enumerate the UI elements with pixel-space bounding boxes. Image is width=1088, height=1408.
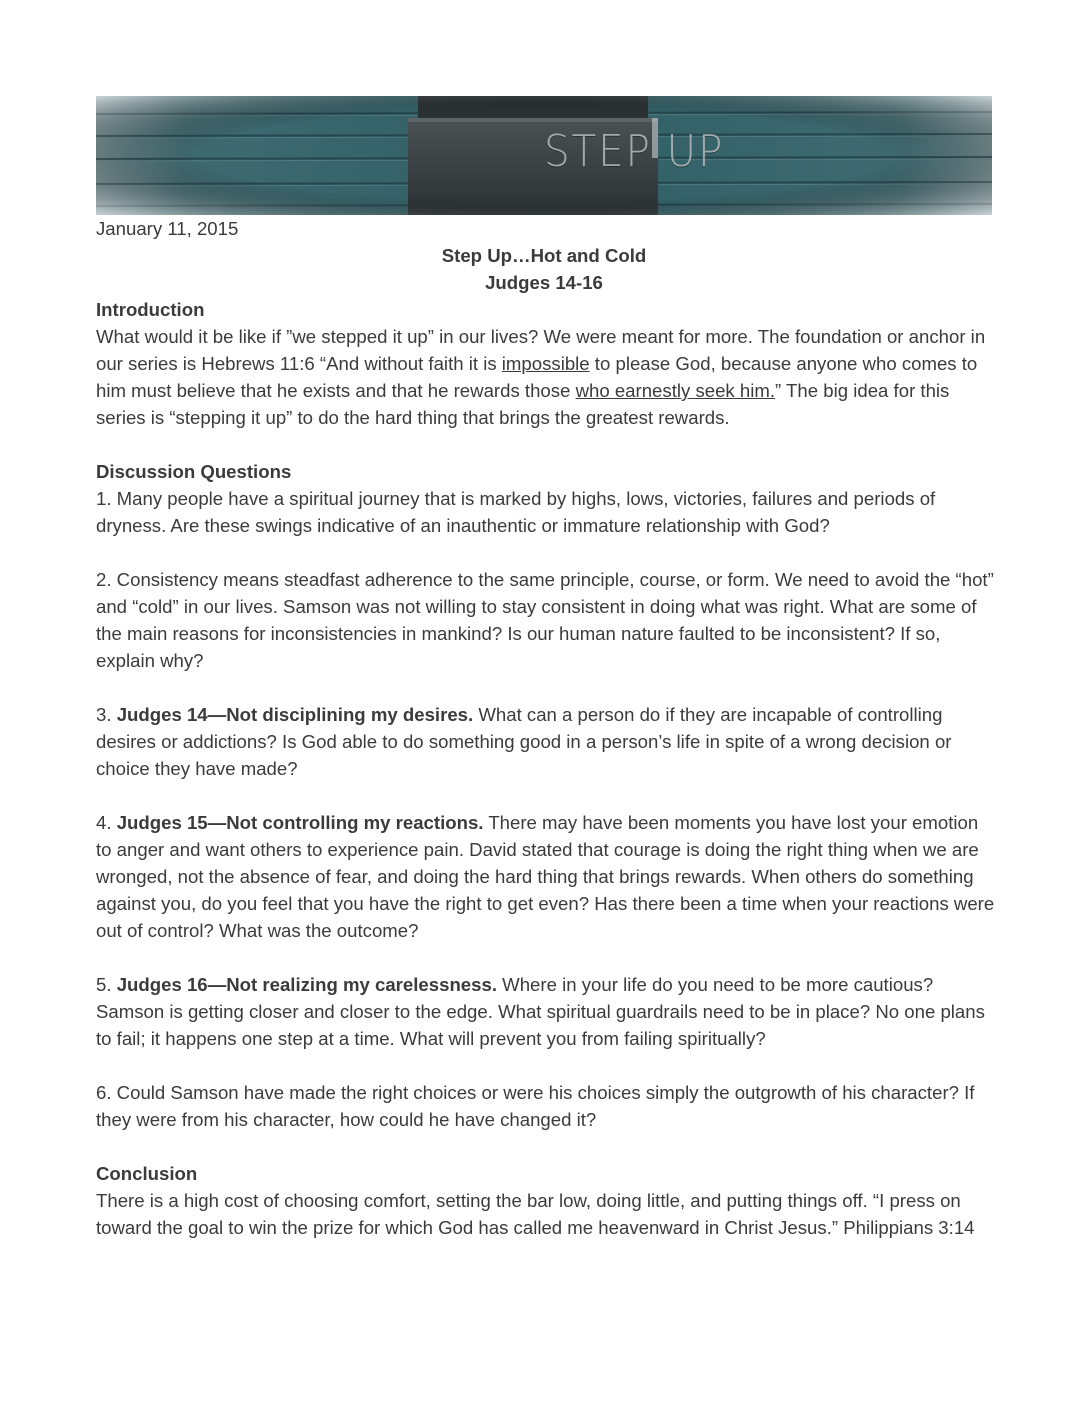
- intro-text-1: What would it be like if ”we stepped it up” in our lives? We were meant for more. The foundation or anchor in our series is Hebrews 11:6 “And without faith it is: [96, 326, 986, 374]
- question-3: [96, 701, 996, 782]
- conclusion-paragraph: There is a high cost of choosing comfort, setting the bar low, doing little, and putting things off. “I press on toward the goal to win the prize for which God has called me heavenward in Christ Jesus.” Philippians 3:14: [96, 1190, 975, 1238]
- introduction-paragraph: [96, 323, 996, 431]
- question-4-number: 4.: [96, 812, 117, 833]
- date: January 11, 2015: [96, 218, 239, 239]
- document-body: [96, 215, 996, 1241]
- question-3-bold: Judges 14—Not disciplining my desires.: [116, 704, 474, 725]
- question-1: 1. Many people have a spiritual journey that is marked by highs, lows, victories, failures and periods of dryness. Are these swings indicative of an inauthentic or immature relationship with God?: [96, 488, 936, 536]
- conclusion-heading: Conclusion: [96, 1163, 198, 1184]
- question-5-bold: Judges 16—Not realizing my carelessness.: [116, 974, 497, 995]
- sermon-title: Step Up…Hot and Cold: [441, 245, 647, 266]
- banner-title: STEP UP: [544, 126, 725, 177]
- question-4-bold: Judges 15—Not controlling my reactions.: [116, 812, 484, 833]
- question-3-number: 3.: [96, 704, 117, 725]
- question-4-text: There may have been moments you have lost your emotion to anger and want others to experience pain. David stated that courage is doing the right thing when we are wronged, not the absence of fear, and doing the hard thing that brings rewards. When others do something against you, do you feel that you have the right to get even? Has there been a time when your reactions were out of control? What was the outcome?: [96, 812, 995, 941]
- introduction-heading: Introduction: [96, 299, 205, 320]
- question-3-text: What can a person do if they are incapable of controlling desires or addictions? Is God able to do something good in a person’s life in spite of a wrong decision or choice they have made?: [96, 704, 952, 779]
- question-5-text: Where in your life do you need to be more cautious? Samson is getting closer and closer to the edge. What spiritual guardrails need to be in place? No one plans to fail; it happens one step at a time. What will prevent you from failing spiritually?: [96, 974, 985, 1049]
- discussion-heading: Discussion Questions: [96, 461, 292, 482]
- question-4: [96, 809, 996, 944]
- intro-underline-impossible: impossible: [501, 353, 590, 374]
- intro-text-3: ” The big idea for this series is “stepping it up” to do the hard thing that brings the greatest rewards.: [96, 380, 950, 428]
- intro-text-2: to please God, because anyone who comes to him must believe that he exists and that he rewards those: [96, 353, 978, 401]
- question-5: [96, 971, 996, 1052]
- question-5-number: 5.: [96, 974, 117, 995]
- question-2: 2. Consistency means steadfast adherence to the same principle, course, or form. We need to avoid the “hot” and “cold” in our lives. Samson was not willing to stay consistent in doing what was right. What are some of the main reasons for inconsistencies in mankind? Is our human nature faulted to be inconsistent? If so, explain why?: [96, 569, 994, 671]
- question-6: 6. Could Samson have made the right choices or were his choices simply the outgrowth of his character? If they were from his character, how could he have changed it?: [96, 1082, 975, 1130]
- step-up-banner: [96, 96, 992, 215]
- intro-underline-seek: who earnestly seek him.: [575, 380, 776, 401]
- scripture-reference: Judges 14-16: [485, 272, 603, 293]
